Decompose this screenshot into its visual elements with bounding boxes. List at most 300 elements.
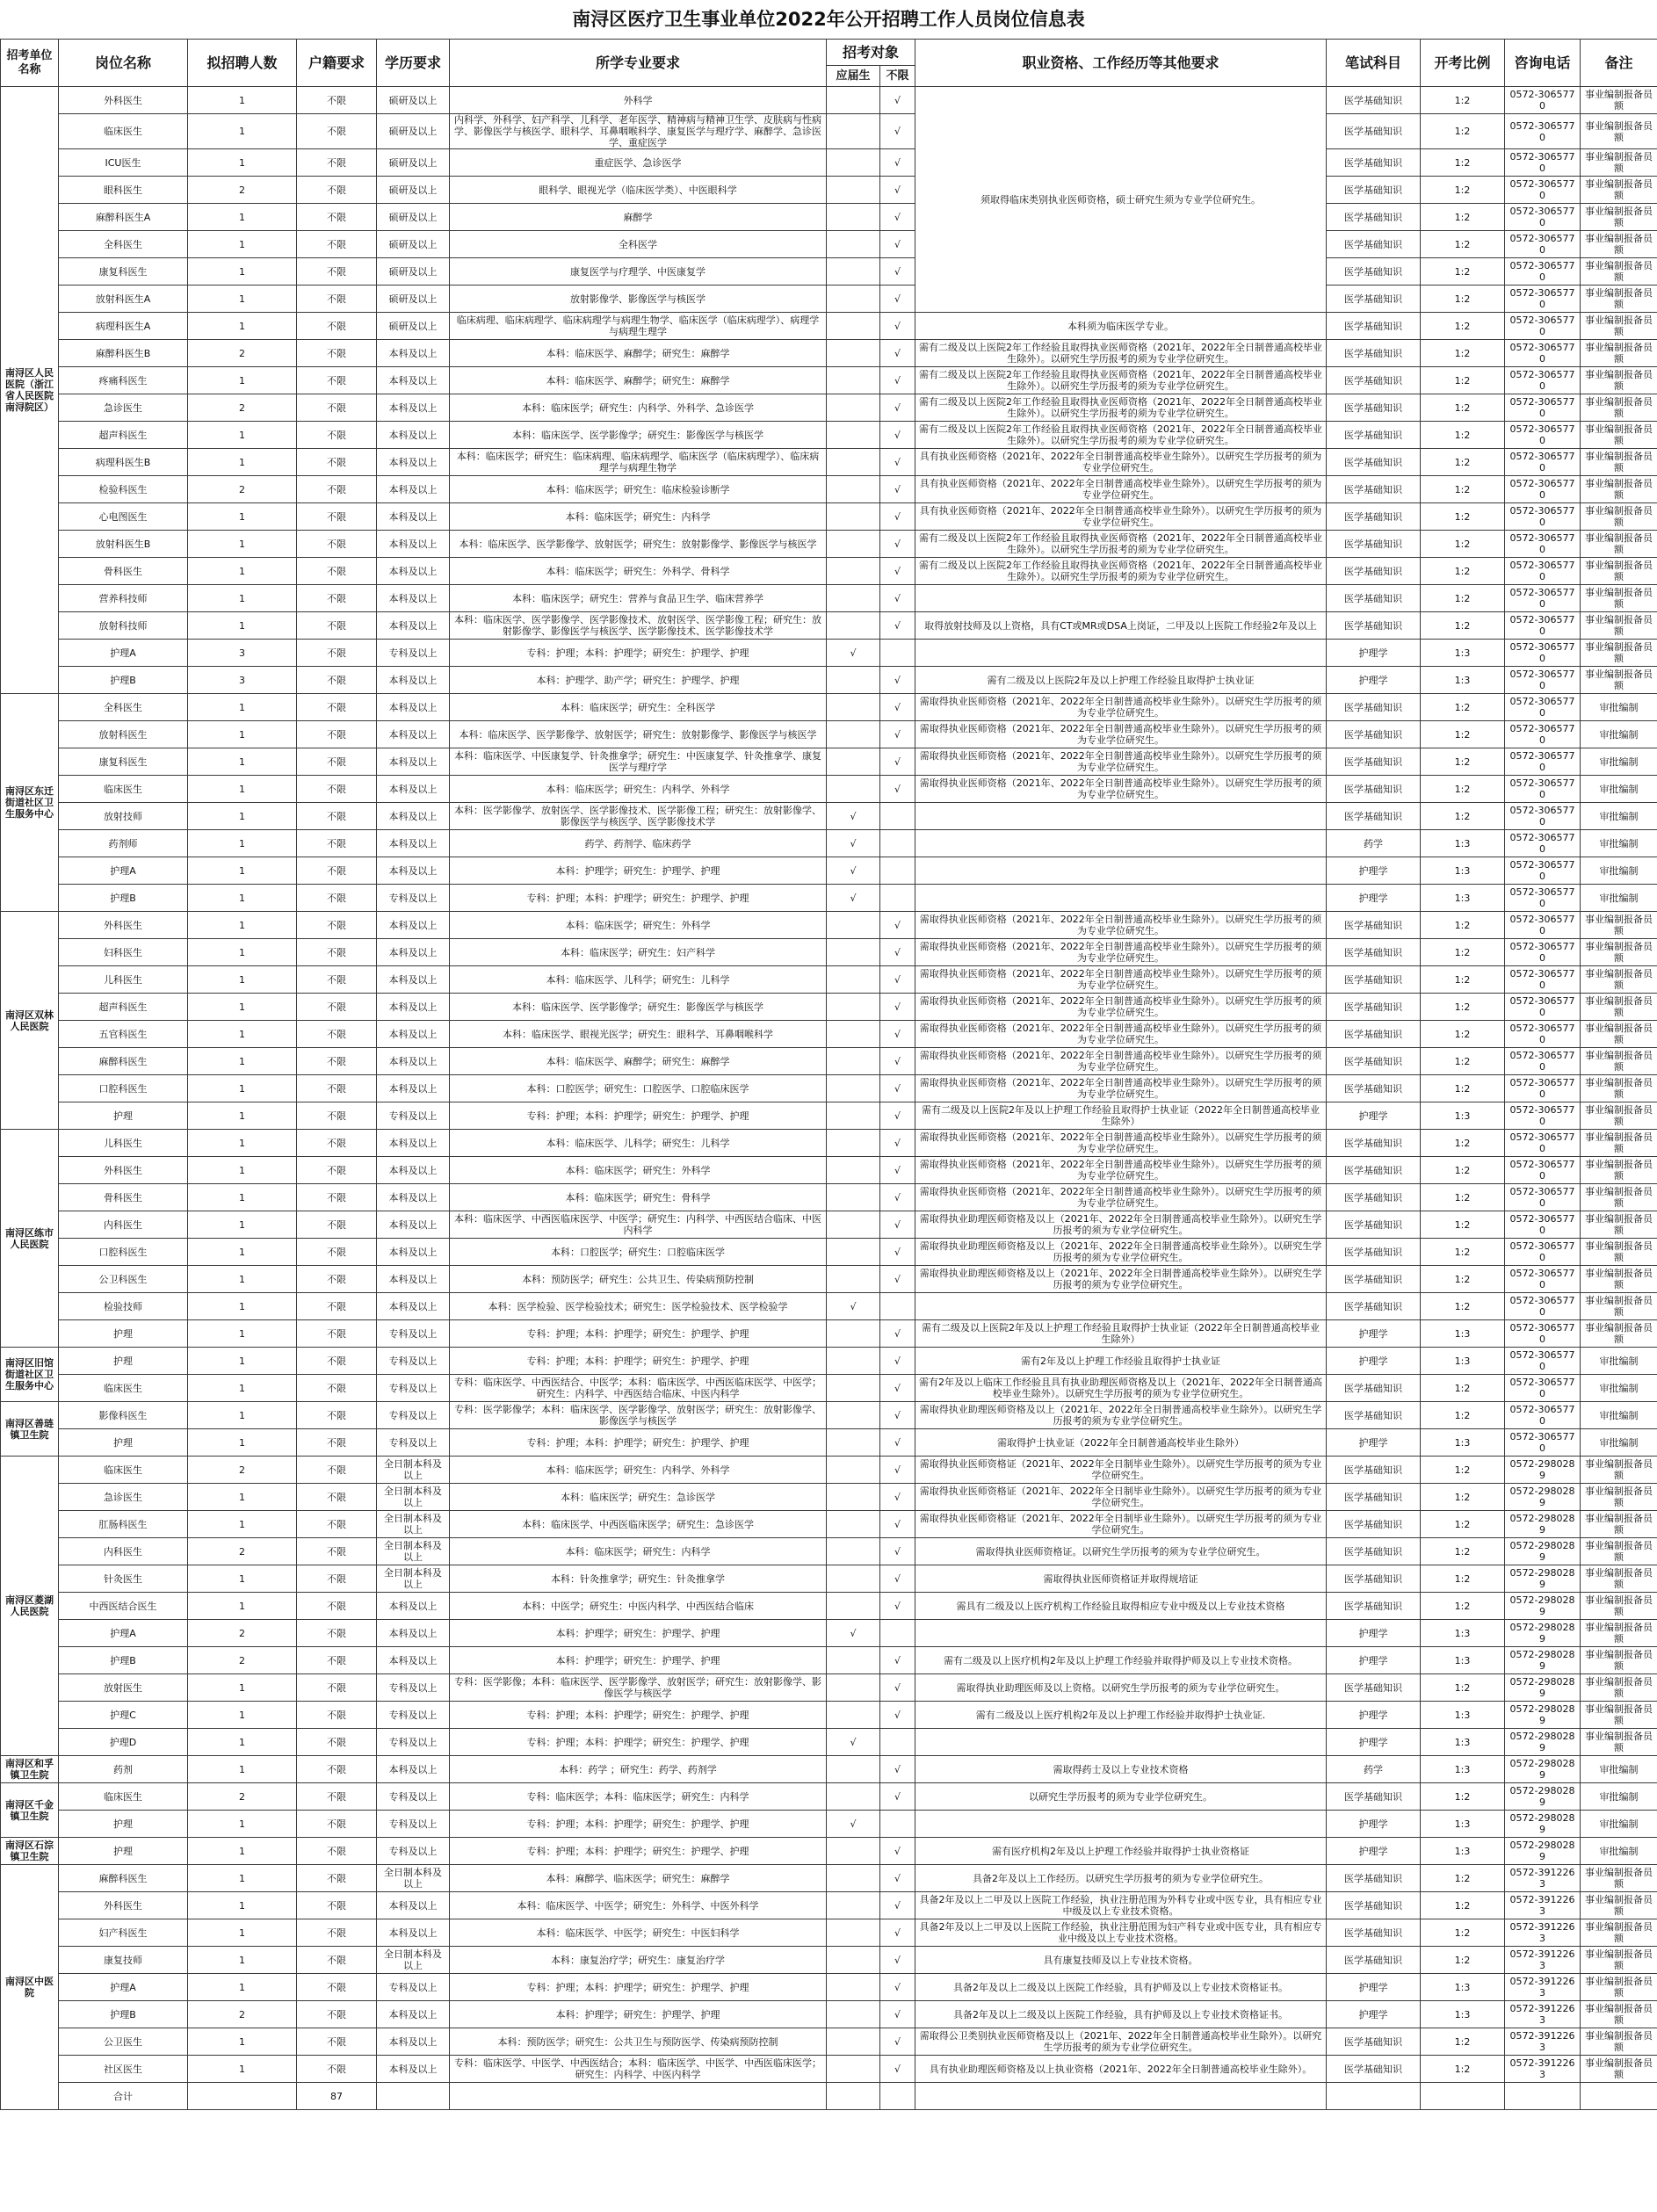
position-cell: 外科医生 (59, 87, 188, 114)
major-cell: 本科：中医学；研究生：中医内科学、中西医结合临床 (450, 1593, 827, 1620)
target-fresh-cell (827, 1674, 880, 1702)
table-row (1, 1157, 1657, 1184)
qualification-cell: 具备2年及以上二甲及以上医院工作经验，执业注册范围为外科专业或中医专业，具有相应专业中级及以上专业技术资格。 (915, 1892, 1327, 1919)
ratio-cell: 1:2 (1421, 1293, 1505, 1320)
ratio-cell: 1:3 (1421, 1348, 1505, 1375)
count-cell: 2 (188, 1457, 297, 1484)
note-cell: 事业编制报备员额 (1581, 1320, 1657, 1348)
exam-cell: 医学基础知识 (1327, 503, 1421, 531)
ratio-cell: 1:3 (1421, 1974, 1505, 2001)
qualification-cell (915, 585, 1327, 612)
position-cell: 检验科医生 (59, 476, 188, 503)
table-row (1, 258, 1657, 286)
qualification-cell: 需有二级及以上医院2年工作经验且取得执业医师资格（2021年、2022年全日制普通高校毕业生除外）。以研究生学历报考的须为专业学位研究生。 (915, 531, 1327, 558)
target-any-cell (880, 640, 915, 667)
hukou-cell: 不限 (297, 1102, 377, 1130)
target-any-cell (880, 857, 915, 885)
hukou-cell: 不限 (297, 367, 377, 394)
table-row (1, 1702, 1657, 1729)
table-row (1, 231, 1657, 258)
phone-cell: 0572-3912263 (1505, 1974, 1581, 2001)
major-cell: 专科：护理；本科：护理学；研究生：护理学、护理 (450, 1811, 827, 1838)
position-cell: 护理 (59, 1811, 188, 1838)
target-any-cell (880, 1729, 915, 1756)
phone-cell: 0572-3065770 (1505, 1102, 1581, 1130)
unit-name-cell: 南浔区练市人民医院 (1, 1130, 59, 1348)
education-cell: 本科及以上 (377, 803, 450, 830)
education-cell: 本科及以上 (377, 748, 450, 776)
note-cell: 审批编制 (1581, 1348, 1657, 1375)
education-cell: 全日制本科及以上 (377, 1565, 450, 1593)
count-cell: 3 (188, 667, 297, 694)
target-any-cell: √ (880, 939, 915, 966)
target-any-cell: √ (880, 2056, 915, 2083)
ratio-cell: 1:2 (1421, 531, 1505, 558)
target-fresh-cell (827, 1184, 880, 1211)
exam-cell: 医学基础知识 (1327, 1293, 1421, 1320)
qualification-cell: 需有二级及以上医疗机构2年及以上护理工作经验并取得护师及以上专业技术资格。 (915, 1647, 1327, 1674)
count-cell: 1 (188, 87, 297, 114)
note-cell: 事业编制报备员额 (1581, 1729, 1657, 1756)
note-cell: 审批编制 (1581, 694, 1657, 721)
count-cell: 1 (188, 149, 297, 177)
hukou-cell: 不限 (297, 912, 377, 939)
target-fresh-cell (827, 1974, 880, 2001)
count-cell: 1 (188, 204, 297, 231)
target-any-cell: √ (880, 1429, 915, 1457)
header-count: 拟招聘人数 (188, 40, 297, 87)
qualification-cell: 需取得执业医师资格（2021年、2022年全日制普通高校毕业生除外）。以研究生学历报考的须为专业学位研究生。 (915, 1157, 1327, 1184)
major-cell: 本科：临床医学；研究生：内科学 (450, 503, 827, 531)
hukou-cell: 不限 (297, 1266, 377, 1293)
education-cell: 本科及以上 (377, 1293, 450, 1320)
ratio-cell: 1:3 (1421, 640, 1505, 667)
qualification-cell: 需有医疗机构2年及以上护理工作经验并取得护士执业资格证 (915, 1838, 1327, 1865)
position-cell: 临床医生 (59, 1375, 188, 1402)
hukou-cell: 不限 (297, 1919, 377, 1947)
target-any-cell: √ (880, 1565, 915, 1593)
hukou-cell: 不限 (297, 1348, 377, 1375)
hukou-cell: 不限 (297, 394, 377, 422)
hukou-cell: 不限 (297, 177, 377, 204)
major-cell: 全科医学 (450, 231, 827, 258)
count-cell: 1 (188, 830, 297, 857)
note-cell: 事业编制报备员额 (1581, 1102, 1657, 1130)
target-any-cell: √ (880, 1211, 915, 1239)
target-any-cell: √ (880, 1865, 915, 1892)
target-any-cell: √ (880, 1538, 915, 1565)
position-cell: 超声科医生 (59, 422, 188, 449)
ratio-cell: 1:2 (1421, 1402, 1505, 1429)
target-fresh-cell (827, 585, 880, 612)
target-any-cell: √ (880, 1783, 915, 1811)
hukou-cell: 不限 (297, 939, 377, 966)
note-cell: 事业编制报备员额 (1581, 1620, 1657, 1647)
count-cell: 1 (188, 449, 297, 476)
position-cell: 中西医结合医生 (59, 1593, 188, 1620)
hukou-cell: 不限 (297, 204, 377, 231)
exam-cell: 医学基础知识 (1327, 939, 1421, 966)
note-cell: 事业编制报备员额 (1581, 640, 1657, 667)
major-cell: 专科：护理；本科：护理学；研究生：护理学、护理 (450, 885, 827, 912)
exam-cell: 护理学 (1327, 1348, 1421, 1375)
table-row (1, 449, 1657, 476)
count-cell: 1 (188, 885, 297, 912)
target-fresh-cell (827, 1266, 880, 1293)
note-cell: 审批编制 (1581, 857, 1657, 885)
exam-cell: 医学基础知识 (1327, 231, 1421, 258)
position-cell: 护理B (59, 1647, 188, 1674)
education-cell: 本科及以上 (377, 857, 450, 885)
phone-cell: 0572-3065770 (1505, 694, 1581, 721)
exam-cell: 医学基础知识 (1327, 612, 1421, 640)
education-cell: 本科及以上 (377, 1919, 450, 1947)
qualification-cell: 需取得药士及以上专业技术资格 (915, 1756, 1327, 1783)
education-cell: 本科及以上 (377, 1239, 450, 1266)
hukou-cell: 不限 (297, 258, 377, 286)
table-row (1, 1021, 1657, 1048)
exam-cell: 医学基础知识 (1327, 558, 1421, 585)
note-cell: 事业编制报备员额 (1581, 667, 1657, 694)
phone-cell: 0572-3912263 (1505, 2056, 1581, 2083)
target-fresh-cell: √ (827, 803, 880, 830)
target-any-cell: √ (880, 2028, 915, 2056)
ratio-cell: 1:2 (1421, 1947, 1505, 1974)
count-cell: 1 (188, 1565, 297, 1593)
table-row (1, 1075, 1657, 1102)
education-cell: 专科及以上 (377, 1729, 450, 1756)
ratio-cell: 1:2 (1421, 394, 1505, 422)
qualification-cell: 需取得执业医师资格证。以研究生学历报考的须为专业学位研究生。 (915, 1538, 1327, 1565)
ratio-cell: 1:2 (1421, 558, 1505, 585)
count-cell: 1 (188, 1484, 297, 1511)
ratio-cell: 1:2 (1421, 1048, 1505, 1075)
target-fresh-cell (827, 313, 880, 340)
position-cell: 护理D (59, 1729, 188, 1756)
education-cell: 本科及以上 (377, 340, 450, 367)
target-fresh-cell (827, 1402, 880, 1429)
note-cell: 事业编制报备员额 (1581, 1457, 1657, 1484)
ratio-cell: 1:2 (1421, 503, 1505, 531)
education-cell: 专科及以上 (377, 885, 450, 912)
target-any-cell: √ (880, 1320, 915, 1348)
position-cell: 儿科医生 (59, 966, 188, 994)
position-cell: 五官科医生 (59, 1021, 188, 1048)
phone-cell: 0572-3065770 (1505, 422, 1581, 449)
ratio-cell: 1:2 (1421, 748, 1505, 776)
target-any-cell: √ (880, 1593, 915, 1620)
hukou-cell: 不限 (297, 1048, 377, 1075)
target-any-cell: √ (880, 1702, 915, 1729)
target-fresh-cell: √ (827, 857, 880, 885)
ratio-cell: 1:2 (1421, 313, 1505, 340)
target-fresh-cell (827, 558, 880, 585)
total-empty-cell (915, 2083, 1327, 2110)
note-cell: 事业编制报备员额 (1581, 367, 1657, 394)
note-cell: 事业编制报备员额 (1581, 503, 1657, 531)
hukou-cell: 不限 (297, 340, 377, 367)
table-row (1, 340, 1657, 367)
hukou-cell: 不限 (297, 1974, 377, 2001)
table-row (1, 204, 1657, 231)
count-cell: 1 (188, 1974, 297, 2001)
major-cell: 内科学、外科学、妇产科学、儿科学、老年医学、精神病与精神卫生学、皮肤病与性病学、影像医学与核医学、眼科学、耳鼻咽喉科学、康复医学与理疗学、麻醉学、急诊医学、重症医学 (450, 114, 827, 149)
hukou-cell: 不限 (297, 1756, 377, 1783)
target-any-cell: √ (880, 1021, 915, 1048)
table-row (1, 1266, 1657, 1293)
hukou-cell: 不限 (297, 449, 377, 476)
exam-cell: 医学基础知识 (1327, 1266, 1421, 1293)
note-cell: 事业编制报备员额 (1581, 422, 1657, 449)
note-cell: 事业编制报备员额 (1581, 1865, 1657, 1892)
major-cell: 本科：临床医学；研究生：外科学 (450, 912, 827, 939)
ratio-cell: 1:2 (1421, 231, 1505, 258)
note-cell: 事业编制报备员额 (1581, 231, 1657, 258)
target-fresh-cell (827, 231, 880, 258)
ratio-cell: 1:2 (1421, 912, 1505, 939)
position-cell: 外科医生 (59, 1157, 188, 1184)
phone-cell: 0572-3065770 (1505, 558, 1581, 585)
phone-cell: 0572-3065770 (1505, 149, 1581, 177)
qualification-cell: 需具有二级及以上医疗机构工作经验且取得相应专业中级及以上专业技术资格 (915, 1593, 1327, 1620)
exam-cell: 医学基础知识 (1327, 204, 1421, 231)
table-row (1, 830, 1657, 857)
table-row (1, 1919, 1657, 1947)
note-cell: 审批编制 (1581, 776, 1657, 803)
table-row (1, 1538, 1657, 1565)
hukou-cell: 不限 (297, 612, 377, 640)
unit-name-cell: 南浔区善琏镇卫生院 (1, 1402, 59, 1457)
phone-cell: 0572-2980289 (1505, 1729, 1581, 1756)
header-ratio: 开考比例 (1421, 40, 1505, 87)
table-row (1, 1565, 1657, 1593)
count-cell: 1 (188, 1375, 297, 1402)
ratio-cell: 1:3 (1421, 885, 1505, 912)
table-row (1, 177, 1657, 204)
note-cell: 事业编制报备员额 (1581, 87, 1657, 114)
table-row (1, 313, 1657, 340)
position-cell: 口腔科医生 (59, 1075, 188, 1102)
phone-cell: 0572-3065770 (1505, 340, 1581, 367)
target-fresh-cell (827, 1538, 880, 1565)
ratio-cell: 1:2 (1421, 1565, 1505, 1593)
education-cell: 硕研及以上 (377, 177, 450, 204)
count-cell: 1 (188, 1102, 297, 1130)
exam-cell: 护理学 (1327, 857, 1421, 885)
phone-cell: 0572-3912263 (1505, 1919, 1581, 1947)
exam-cell: 医学基础知识 (1327, 721, 1421, 748)
target-fresh-cell (827, 1102, 880, 1130)
hukou-cell: 不限 (297, 1783, 377, 1811)
note-cell: 事业编制报备员额 (1581, 1048, 1657, 1075)
education-cell: 本科及以上 (377, 531, 450, 558)
hukou-cell: 不限 (297, 1402, 377, 1429)
target-fresh-cell (827, 1457, 880, 1484)
education-cell: 全日制本科及以上 (377, 1484, 450, 1511)
position-cell: 外科医生 (59, 1892, 188, 1919)
education-cell: 本科及以上 (377, 367, 450, 394)
note-cell: 事业编制报备员额 (1581, 612, 1657, 640)
ratio-cell: 1:2 (1421, 87, 1505, 114)
target-fresh-cell (827, 721, 880, 748)
exam-cell: 药学 (1327, 1756, 1421, 1783)
target-fresh-cell (827, 1075, 880, 1102)
exam-cell: 护理学 (1327, 1702, 1421, 1729)
qualification-cell: 需取得执业助理医师资格及以上（2021年、2022年全日制普通高校毕业生除外）。以研究生学历报考的须为专业学位研究生。 (915, 1239, 1327, 1266)
exam-cell: 医学基础知识 (1327, 966, 1421, 994)
note-cell: 事业编制报备员额 (1581, 449, 1657, 476)
header-major: 所学专业要求 (450, 40, 827, 87)
major-cell: 本科：临床医学、中医学；研究生：外科学、中医外科学 (450, 1892, 827, 1919)
target-fresh-cell (827, 1865, 880, 1892)
position-cell: 外科医生 (59, 912, 188, 939)
major-cell: 本科：护理学、助产学；研究生：护理学、护理 (450, 667, 827, 694)
target-any-cell: √ (880, 1947, 915, 1974)
count-cell: 2 (188, 2001, 297, 2028)
ratio-cell: 1:2 (1421, 340, 1505, 367)
table-row (1, 994, 1657, 1021)
phone-cell: 0572-3065770 (1505, 394, 1581, 422)
hukou-cell: 不限 (297, 667, 377, 694)
target-any-cell: √ (880, 994, 915, 1021)
major-cell: 本科：医学影像学、放射医学、医学影像技术、医学影像工程；研究生：放射影像学、影像医学与核医学、医学影像技术学 (450, 803, 827, 830)
major-cell: 本科：临床医学、医学影像学、放射医学；研究生：放射影像学、影像医学与核医学 (450, 721, 827, 748)
qualification-cell: 需取得执业医师资格（2021年、2022年全日制普通高校毕业生除外）。以研究生学历报考的须为专业学位研究生。 (915, 1048, 1327, 1075)
count-cell: 1 (188, 994, 297, 1021)
phone-cell: 0572-3912263 (1505, 2001, 1581, 2028)
education-cell: 本科及以上 (377, 994, 450, 1021)
count-cell: 1 (188, 1865, 297, 1892)
phone-cell: 0572-3065770 (1505, 1130, 1581, 1157)
table-row (1, 503, 1657, 531)
position-cell: 康复科医生 (59, 258, 188, 286)
phone-cell: 0572-3065770 (1505, 803, 1581, 830)
phone-cell: 0572-3065770 (1505, 258, 1581, 286)
hukou-cell: 不限 (297, 2001, 377, 2028)
phone-cell: 0572-3065770 (1505, 1266, 1581, 1293)
phone-cell: 0572-3065770 (1505, 1075, 1581, 1102)
education-cell: 硕研及以上 (377, 231, 450, 258)
major-cell: 本科：临床医学；研究生：妇产科学 (450, 939, 827, 966)
note-cell: 审批编制 (1581, 748, 1657, 776)
note-cell: 事业编制报备员额 (1581, 1211, 1657, 1239)
total-empty-cell (880, 2083, 915, 2110)
major-cell: 专科：临床医学；本科：临床医学；研究生：内科学 (450, 1783, 827, 1811)
target-any-cell: √ (880, 313, 915, 340)
education-cell: 本科及以上 (377, 1266, 450, 1293)
phone-cell: 0572-3065770 (1505, 912, 1581, 939)
table-row (1, 1892, 1657, 1919)
table-row (1, 776, 1657, 803)
position-cell: 康复技师 (59, 1947, 188, 1974)
hukou-cell: 不限 (297, 2056, 377, 2083)
table-row (1, 748, 1657, 776)
education-cell: 本科及以上 (377, 830, 450, 857)
education-cell: 本科及以上 (377, 1620, 450, 1647)
table-row (1, 1184, 1657, 1211)
exam-cell: 医学基础知识 (1327, 286, 1421, 313)
count-cell: 1 (188, 1892, 297, 1919)
position-cell: 检验技师 (59, 1293, 188, 1320)
unit-name-cell: 南浔区旧馆街道社区卫生服务中心 (1, 1348, 59, 1402)
exam-cell: 护理学 (1327, 1811, 1421, 1838)
count-cell: 1 (188, 558, 297, 585)
education-cell: 本科及以上 (377, 558, 450, 585)
major-cell: 专科：临床医学、中医学、中西医结合；本科：临床医学、中医学、中西医临床医学；研究生：内科学、中医内科学 (450, 2056, 827, 2083)
major-cell: 本科：预防医学；研究生：公共卫生、传染病预防控制 (450, 1266, 827, 1293)
target-any-cell: √ (880, 1974, 915, 2001)
major-cell: 专科：护理；本科：护理学；研究生：护理学、护理 (450, 1429, 827, 1457)
phone-cell: 0572-3065770 (1505, 748, 1581, 776)
ratio-cell: 1:2 (1421, 2056, 1505, 2083)
ratio-cell: 1:2 (1421, 1511, 1505, 1538)
table-row (1, 1620, 1657, 1647)
position-cell: 护理A (59, 640, 188, 667)
major-cell: 临床病理、临床病理学、临床病理学与病理生物学、临床医学（临床病理学）、病理学与病理生理学 (450, 313, 827, 340)
note-cell: 事业编制报备员额 (1581, 1702, 1657, 1729)
exam-cell: 护理学 (1327, 1620, 1421, 1647)
exam-cell: 医学基础知识 (1327, 1021, 1421, 1048)
target-fresh-cell (827, 2028, 880, 2056)
exam-cell: 护理学 (1327, 640, 1421, 667)
exam-cell: 护理学 (1327, 885, 1421, 912)
total-count: 87 (297, 2083, 377, 2110)
header-position: 岗位名称 (59, 40, 188, 87)
note-cell: 事业编制报备员额 (1581, 558, 1657, 585)
education-cell: 本科及以上 (377, 721, 450, 748)
position-cell: 放射科医生A (59, 286, 188, 313)
major-cell: 本科：临床医学；研究生：外科学 (450, 1157, 827, 1184)
exam-cell: 医学基础知识 (1327, 87, 1421, 114)
education-cell: 本科及以上 (377, 1130, 450, 1157)
ratio-cell: 1:2 (1421, 612, 1505, 640)
target-any-cell: √ (880, 449, 915, 476)
unit-name-cell: 南浔区石淙镇卫生院 (1, 1838, 59, 1865)
count-cell: 1 (188, 1593, 297, 1620)
position-cell: 影像科医生 (59, 1402, 188, 1429)
count-cell: 1 (188, 1211, 297, 1239)
target-fresh-cell (827, 87, 880, 114)
note-cell: 事业编制报备员额 (1581, 994, 1657, 1021)
qualification-cell: 需取得公卫类别执业医师资格及以上（2021年、2022年全日制普通高校毕业生除外）。以研究生学历报考的须为专业学位研究生。 (915, 2028, 1327, 2056)
table-row (1, 1511, 1657, 1538)
note-cell: 事业编制报备员额 (1581, 912, 1657, 939)
note-cell: 事业编制报备员额 (1581, 1674, 1657, 1702)
education-cell: 专科及以上 (377, 1702, 450, 1729)
hukou-cell: 不限 (297, 531, 377, 558)
qualification-cell: 需取得执业医师资格（2021年、2022年全日制普通高校毕业生除外）。以研究生学历报考的须为专业学位研究生。 (915, 776, 1327, 803)
ratio-cell: 1:3 (1421, 1620, 1505, 1647)
total-empty-cell (377, 2083, 450, 2110)
table-row (1, 585, 1657, 612)
note-cell: 事业编制报备员额 (1581, 1184, 1657, 1211)
total-label: 合计 (59, 2083, 188, 2110)
target-fresh-cell (827, 612, 880, 640)
exam-cell: 护理学 (1327, 1647, 1421, 1674)
target-fresh-cell (827, 177, 880, 204)
position-cell: 药剂师 (59, 830, 188, 857)
hukou-cell: 不限 (297, 1811, 377, 1838)
phone-cell: 0572-3065770 (1505, 1293, 1581, 1320)
major-cell: 麻醉学 (450, 204, 827, 231)
education-cell: 本科及以上 (377, 1075, 450, 1102)
major-cell: 本科：临床医学、中医康复学、针灸推拿学；研究生：中医康复学、针灸推拿学、康复医学与理疗学 (450, 748, 827, 776)
count-cell: 1 (188, 422, 297, 449)
table-row (1, 1402, 1657, 1429)
position-cell: 疼痛科医生 (59, 367, 188, 394)
exam-cell: 医学基础知识 (1327, 1375, 1421, 1402)
education-cell: 专科及以上 (377, 1783, 450, 1811)
